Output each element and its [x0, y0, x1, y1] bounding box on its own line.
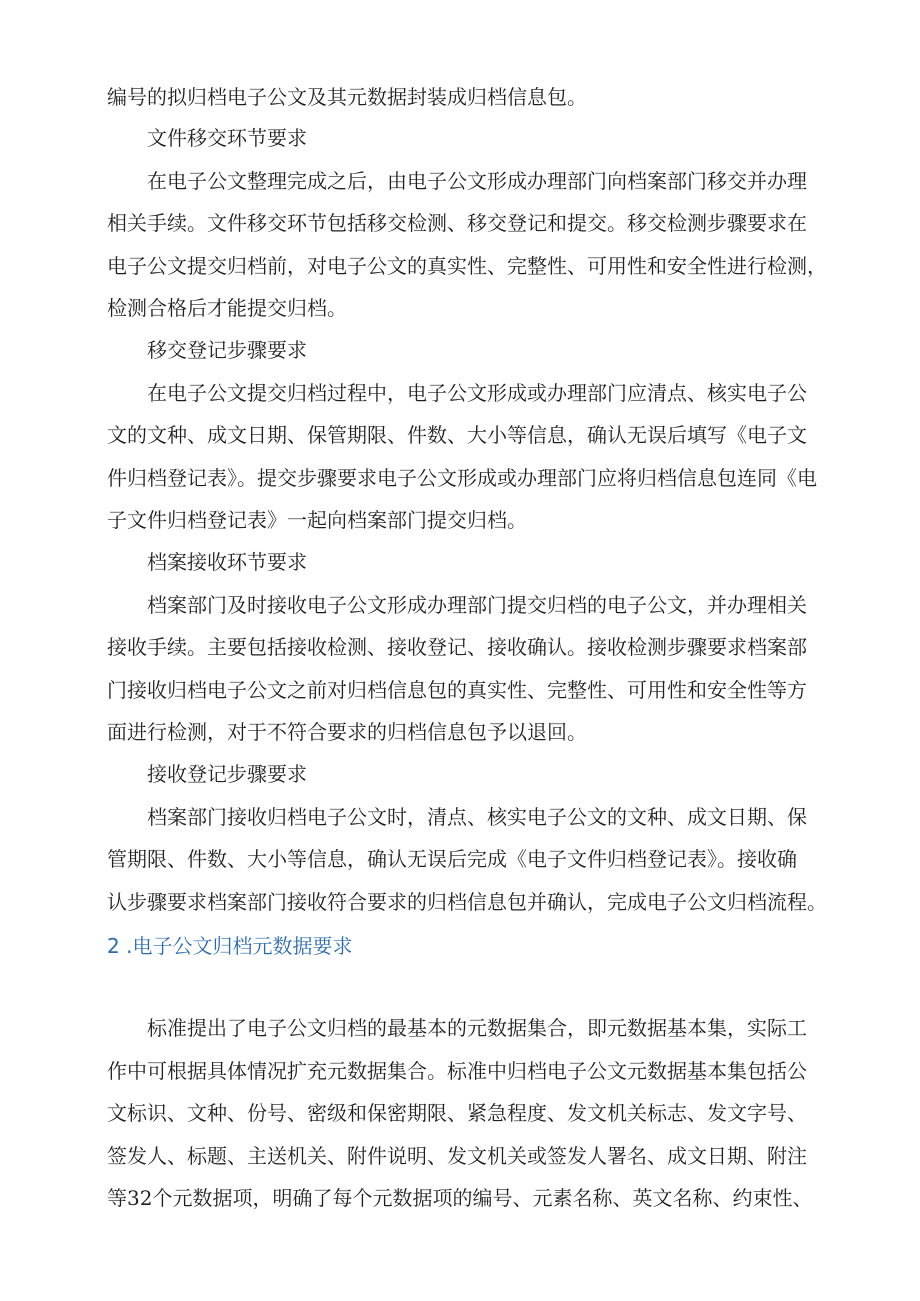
paragraph-line: 相关手续。文件移交环节包括移交检测、移交登记和提交。移交检测步骤要求在 — [107, 211, 807, 235]
paragraph-line: 认步骤要求档案部门接收符合要求的归档信息包并确认，完成电子公文归档流程。 — [107, 890, 827, 914]
paragraph-line: 接收手续。主要包括接收检测、接收登记、接收确认。接收检测步骤要求档案部 — [107, 635, 807, 659]
paragraph-line: 面进行检测，对于不符合要求的归档信息包予以退回。 — [107, 720, 587, 744]
subheading-archive-receipt: 档案接收环节要求 — [147, 550, 307, 574]
paragraph-line: 作中可根据具体情况扩充元数据集合。标准中归档电子公文元数据基本集包括公 — [107, 1059, 807, 1083]
paragraph-line: 档案部门接收归档电子公文时，清点、核实电子公文的文种、成文日期、保 — [147, 805, 807, 829]
subheading-receipt-registration: 接收登记步骤要求 — [147, 762, 307, 786]
paragraph-line: 在电子公文整理完成之后，由电子公文形成办理部门向档案部门移交并办理 — [147, 169, 807, 193]
paragraph-line: 档案部门及时接收电子公文形成办理部门提交归档的电子公文，并办理相关 — [147, 593, 807, 617]
section-heading: 2 .电子公文归档元数据要求 — [107, 934, 353, 958]
paragraph-line: 子文件归档登记表》一起向档案部门提交归档。 — [107, 508, 527, 532]
paragraph-line: 签发人、标题、主送机关、附件说明、发文机关或签发人署名、成文日期、附注 — [107, 1144, 807, 1168]
paragraph-line: 标准提出了电子公文归档的最基本的元数据集合，即元数据基本集，实际工 — [147, 1016, 807, 1040]
paragraph-line: 文的文种、成文日期、保管期限、件数、大小等信息，确认无误后填写《电子文 — [107, 423, 807, 447]
paragraph-line: 文标识、文种、份号、密级和保密期限、紧急程度、发文机关标志、发文字号、 — [107, 1101, 807, 1125]
paragraph-line: 门接收归档电子公文之前对归档信息包的真实性、完整性、可用性和安全性等方 — [107, 678, 807, 702]
paragraph-line: 检测合格后才能提交归档。 — [107, 296, 347, 320]
paragraph-line: 管期限、件数、大小等信息，确认无误后完成《电子文件归档登记表》。接收确 — [107, 847, 797, 871]
subheading-transfer-stage: 文件移交环节要求 — [147, 126, 307, 150]
paragraph-line: 等32个元数据项，明确了每个元数据项的编号、元素名称、英文名称、约束性、 — [107, 1186, 813, 1210]
paragraph-line: 件归档登记表》。提交步骤要求电子公文形成或办理部门应将归档信息包连同《电 — [107, 466, 817, 490]
paragraph-line: 编号的拟归档电子公文及其元数据封装成归档信息包。 — [107, 85, 587, 109]
paragraph-line: 在电子公文提交归档过程中，电子公文形成或办理部门应清点、核实电子公 — [147, 381, 807, 405]
subheading-transfer-registration: 移交登记步骤要求 — [147, 338, 307, 362]
paragraph-line: 电子公文提交归档前，对电子公文的真实性、完整性、可用性和安全性进行检测， — [107, 254, 827, 278]
